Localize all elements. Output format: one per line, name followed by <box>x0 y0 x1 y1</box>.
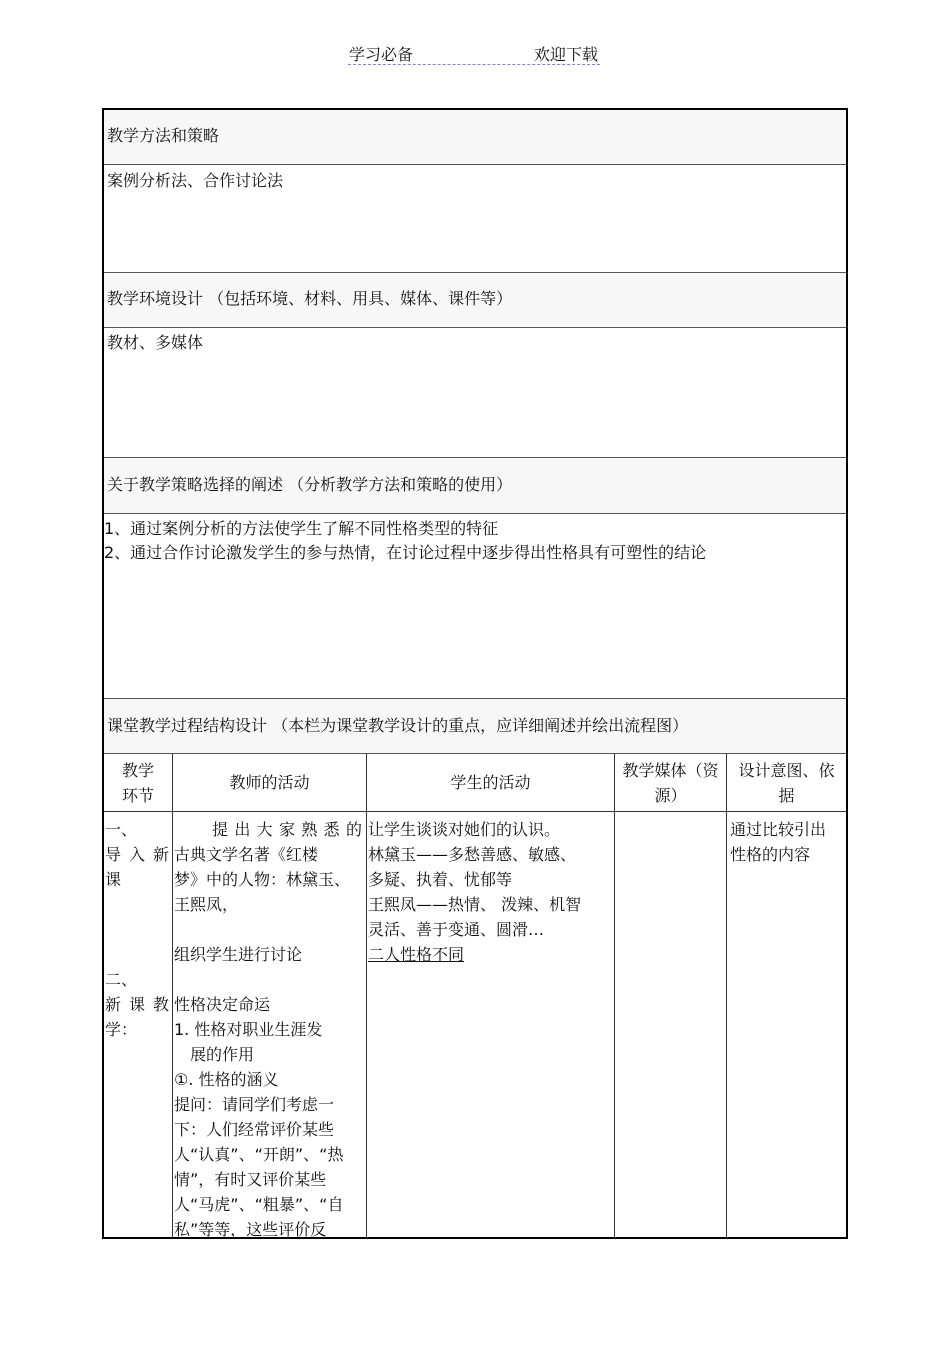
student-line: 二人性格不同 <box>368 945 465 964</box>
stage-line: 课 <box>105 870 122 889</box>
teacher-cell <box>174 817 362 1242</box>
teacher-line: 古典文学名著《红楼 <box>174 845 319 864</box>
stage-line: 新课教 <box>105 995 169 1014</box>
methods-body: 案例分析法、合作讨论法 <box>107 171 284 190</box>
methods-title: 教学方法和策略 <box>107 126 220 145</box>
header-divider <box>104 811 846 812</box>
teacher-line: 人“马虎”、“粗暴”、“自 <box>174 1195 344 1214</box>
header-right-text: 欢迎下载 <box>533 45 598 64</box>
strategy-title-row <box>104 457 846 513</box>
intent-line: 通过比较引出 <box>730 820 827 839</box>
stage-line: 二、 <box>105 970 138 989</box>
student-line: 王熙凤——热情、 泼辣、机智 <box>368 895 582 914</box>
stage-cell <box>105 817 169 1042</box>
process-title: 课堂教学过程结构设计 （本栏为课堂教学设计的重点，应详细阐述并绘出流程图） <box>107 716 689 735</box>
student-cell <box>368 817 612 967</box>
header-teacher: 教师的活动 <box>229 773 310 792</box>
student-line: 让学生谈谈对她们的认识。 <box>368 820 561 839</box>
teacher-line: 1. 性格对职业生涯发 <box>174 1020 323 1039</box>
env-title: 教学环境设计 （包括环境、材料、用具、媒体、课件等） <box>107 289 513 308</box>
stage-line: 导入新 <box>105 845 169 864</box>
methods-body-row <box>104 164 846 272</box>
student-line: 多疑、执着、忧郁等 <box>368 870 513 889</box>
teacher-line: 梦》中的人物：林黛玉、 <box>174 870 351 889</box>
column-divider <box>366 754 367 1238</box>
process-table <box>104 753 846 1238</box>
methods-title-row <box>104 110 846 164</box>
student-line: 灵活、善于变通、圆滑… <box>368 920 545 939</box>
teacher-line: ①. 性格的涵义 <box>174 1070 279 1089</box>
teacher-line: 情”，有时又评价某些 <box>174 1170 327 1189</box>
header-intent: 设计意图、依 据 <box>738 761 835 805</box>
teacher-line: 展的作用 <box>190 1045 255 1064</box>
column-divider <box>726 754 727 1238</box>
teacher-line: 提问：请同学们考虑一 <box>174 1095 335 1114</box>
teacher-line: 提出大家熟悉的 <box>212 820 362 839</box>
env-title-row <box>104 272 846 327</box>
teacher-line: 王熙凤， <box>174 895 239 914</box>
strategy-item: 1、通过案例分析的方法使学生了解不同性格类型的特征 <box>104 519 499 538</box>
teacher-line: 人“认真”、“开朗”、“热 <box>174 1145 344 1164</box>
lesson-plan-table <box>102 108 848 1239</box>
env-body-row <box>104 327 846 457</box>
env-body: 教材、多媒体 <box>107 333 204 352</box>
teacher-line: 组织学生进行讨论 <box>174 945 303 964</box>
student-line: 林黛玉——多愁善感、敏感、 <box>368 845 577 864</box>
column-divider <box>614 754 615 1238</box>
teacher-line: 下：人们经常评价某些 <box>174 1120 335 1139</box>
strategy-body-row <box>104 513 846 698</box>
page-header <box>348 42 600 65</box>
header-media: 教学媒体（资 源） <box>622 761 719 805</box>
header-stage: 教学 环节 <box>121 761 154 805</box>
process-title-row <box>104 698 846 753</box>
header-left-text: 学习必备 <box>349 45 414 64</box>
intent-line: 性格的内容 <box>730 845 811 864</box>
stage-line: 一、 <box>105 820 138 839</box>
teacher-line: 私”等等，这些评价反 <box>174 1220 327 1239</box>
strategy-item: 2、通过合作讨论激发学生的参与热情，在讨论过程中逐步得出性格具有可塑性的结论 <box>104 543 707 562</box>
column-divider <box>172 754 173 1238</box>
header-student: 学生的活动 <box>450 773 531 792</box>
intent-cell <box>730 817 844 867</box>
strategy-title: 关于教学策略选择的阐述 （分析教学方法和策略的使用） <box>107 475 513 494</box>
stage-line: 学： <box>105 1020 138 1039</box>
teacher-line: 性格决定命运 <box>174 995 271 1014</box>
